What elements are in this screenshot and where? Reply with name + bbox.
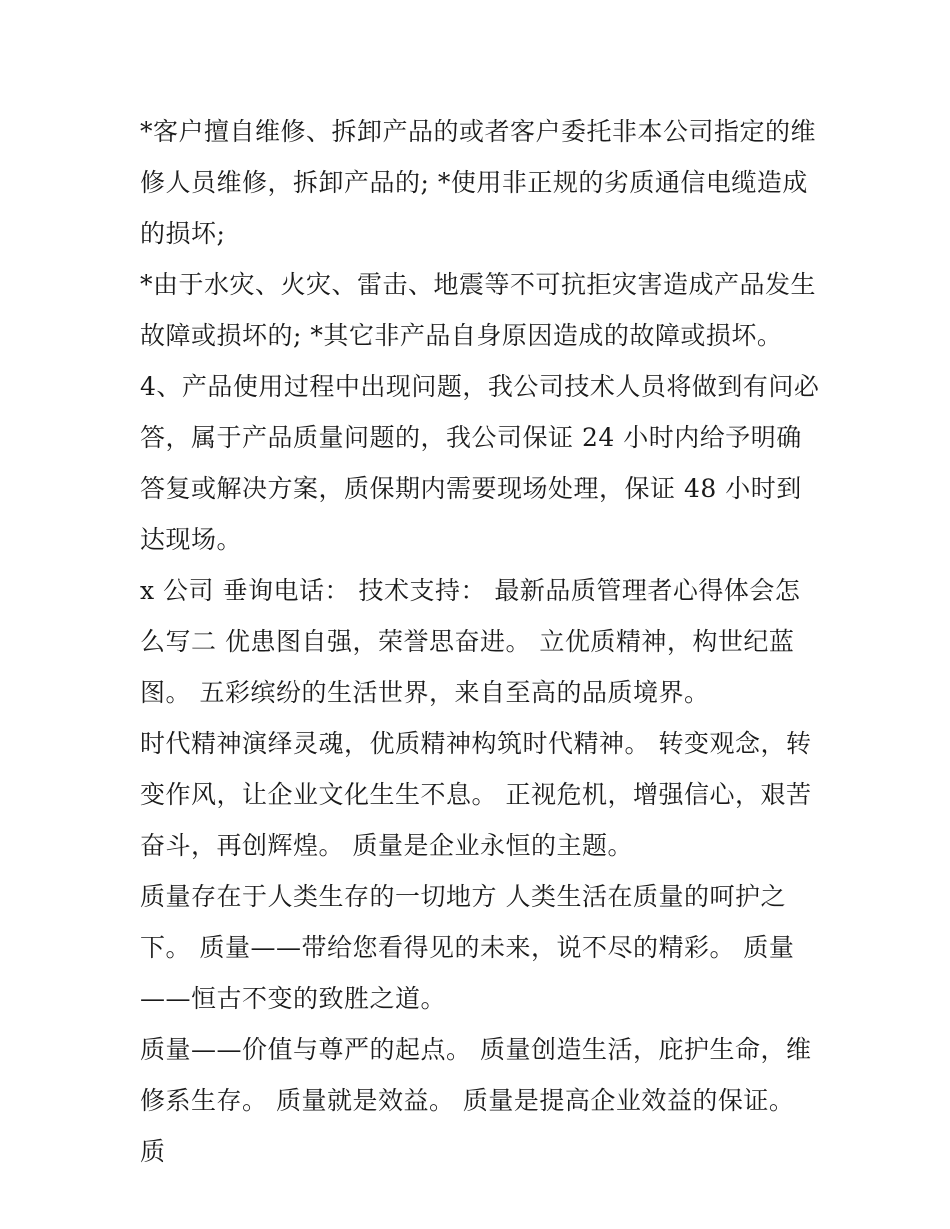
document-body <box>140 106 820 1177</box>
paragraph-spirit-slogans: 时代精神演绎灵魂，优质精神构筑时代精神。 转变观念，转变作风，让企业文化生生不息。 正视危机，增强信心，艰苦奋斗，再创辉煌。 质量是企业永恒的主题。 <box>140 729 812 860</box>
paragraph-contact-and-slogans: x 公司 垂询电话： 技术支持： 最新品质管理者心得体会怎么写二 优患图自强，荣誉思奋进。 立优质精神，构世纪蓝图。 五彩缤纷的生活世界，来自至高的品质境界。 <box>140 576 801 707</box>
paragraph-quality-value: 质量——价值与尊严的起点。 质量创造生活，庇护生命，维修系生存。 质量就是效益。 质量是提高企业效益的保证。 质 <box>140 1035 812 1166</box>
paragraph-warranty-exclusions-repair: *客户擅自维修、拆卸产品的或者客户委托非本公司指定的维修人员维修，拆卸产品的; *使用非正规的劣质通信电缆造成的损坏; <box>140 117 817 248</box>
paragraph-quality-slogans: 质量存在于人类生存的一切地方 人类生活在质量的呵护之下。 质量——带给您看得见的未来，说不尽的精彩。 质量——恒古不变的致胜之道。 <box>140 882 795 1013</box>
paragraph-warranty-exclusions-disaster: *由于水灾、火灾、雷击、地震等不可抗拒灾害造成产品发生故障或损坏的; *其它非产品自身原因造成的故障或损坏。 <box>140 270 817 350</box>
paragraph-support-commitment: 4、产品使用过程中出现问题，我公司技术人员将做到有问必答，属于产品质量问题的，我公司保证 24 小时内给予明确答复或解决方案，质保期内需要现场处理，保证 48 小时到达现场。 <box>140 372 820 554</box>
